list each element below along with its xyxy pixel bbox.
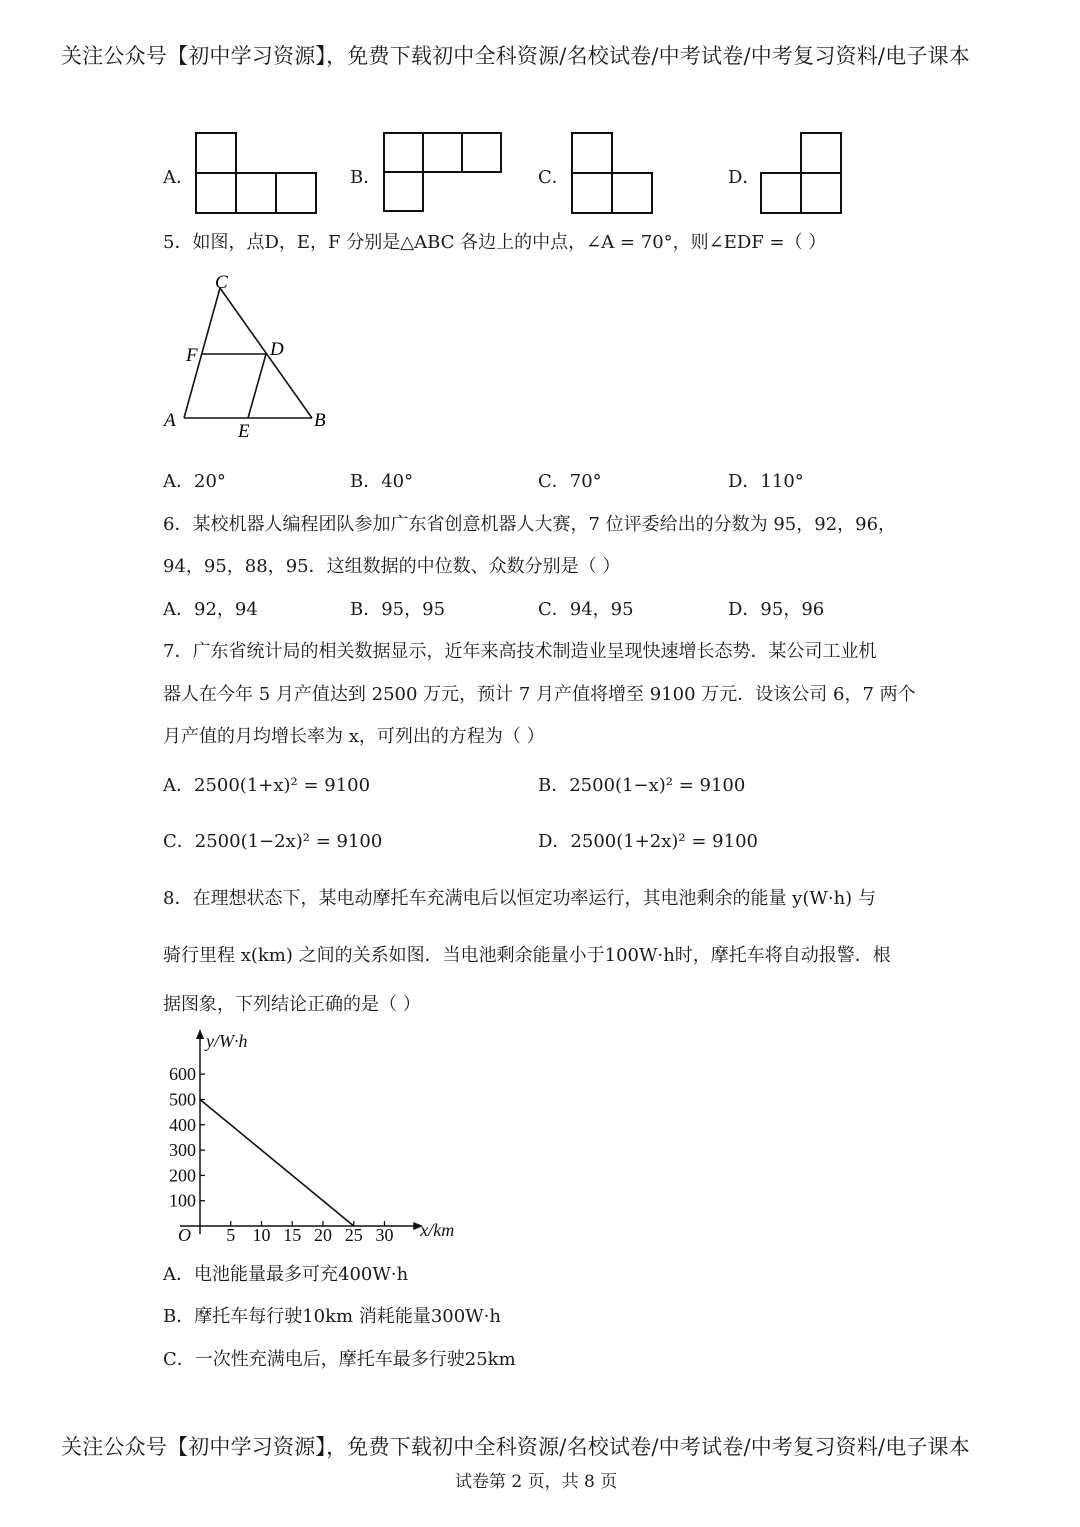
q7-option-d: D．2500(1+2x)² = 9100 bbox=[538, 831, 758, 852]
q7-option-c: C．2500(1−2x)² = 9100 bbox=[163, 831, 383, 852]
q6-option-d: D．95，96 bbox=[728, 599, 825, 620]
y-tick-label: 500 bbox=[169, 1089, 196, 1110]
y-tick-label: 100 bbox=[169, 1190, 196, 1211]
q7-line-1: 7．广东省统计局的相关数据显示，近年来高技术制造业呈现快速增长态势．某公司工业机 bbox=[163, 641, 877, 662]
q7-option-a: A．2500(1+x)² = 9100 bbox=[163, 775, 371, 796]
q6-line-1: 6．某校机器人编程团队参加广东省创意机器人大赛，7 位评委给出的分数为 95，92，96， bbox=[163, 514, 897, 535]
q6-option-b: B．95，95 bbox=[350, 599, 446, 620]
q4-option-c-figure bbox=[570, 131, 656, 215]
footer-banner: 关注公众号【初中学习资源】，免费下载初中全科资源/名校试卷/中考试卷/中考复习资料/电子课本 bbox=[61, 1435, 970, 1459]
x-tick-label: 30 bbox=[375, 1225, 394, 1245]
q8-line-2: 骑行里程 x(km) 之间的关系如图．当电池剩余能量小于100W·h时，摩托车将自动报警．根 bbox=[163, 945, 891, 966]
q6-option-c: C．94，95 bbox=[538, 599, 634, 620]
y-tick-label: 600 bbox=[169, 1064, 196, 1085]
label-e: E bbox=[238, 421, 250, 442]
x-tick-label: 5 bbox=[226, 1225, 236, 1245]
q4-option-b-figure bbox=[382, 131, 506, 215]
q5-option-b: B．40° bbox=[350, 471, 414, 492]
q5-option-c: C．70° bbox=[538, 471, 602, 492]
x-tick-label: 10 bbox=[252, 1225, 271, 1245]
q7-line-3: 月产值的月均增长率为 x，可列出的方程为（ ） bbox=[163, 726, 545, 747]
edge-cb bbox=[220, 288, 312, 418]
q5-option-a: A．20° bbox=[163, 471, 226, 492]
q5-triangle-figure bbox=[160, 268, 340, 444]
x-tick-label: 25 bbox=[344, 1225, 363, 1245]
y-tick-label: 400 bbox=[169, 1114, 196, 1135]
q4-option-a-figure bbox=[194, 131, 320, 215]
q8-line-1: 8．在理想状态下，某电动摩托车充满电后以恒定功率运行，其电池剩余的能量 y(W·h) 与 bbox=[163, 888, 876, 909]
origin-label: O bbox=[178, 1225, 191, 1245]
y-axis-label: y/W·h bbox=[206, 1031, 248, 1051]
q4-option-d-figure bbox=[759, 131, 845, 215]
q7-line-2: 器人在今年 5 月产值达到 2500 万元，预计 7 月产值将增至 9100 万元．设该公司 6，7 两个 bbox=[163, 684, 916, 705]
x-tick-label: 15 bbox=[283, 1225, 302, 1245]
q4-option-d-label: D． bbox=[728, 167, 761, 188]
y-tick-label: 300 bbox=[169, 1140, 196, 1161]
label-a: A bbox=[164, 410, 176, 431]
q6-line-2: 94，95，88，95．这组数据的中位数、众数分别是（ ） bbox=[163, 556, 621, 577]
x-axis-label: x/km bbox=[420, 1220, 455, 1240]
q8-line-3: 据图象，下列结论正确的是（ ） bbox=[163, 994, 421, 1015]
page-number: 试卷第 2 页，共 8 页 bbox=[455, 1472, 618, 1492]
q8-option-b: B．摩托车每行驶10km 消耗能量300W·h bbox=[163, 1306, 501, 1327]
q4-option-c-label: C． bbox=[538, 167, 570, 188]
q5-option-d: D．110° bbox=[728, 471, 804, 492]
q4-option-a-label: A． bbox=[163, 167, 194, 188]
q8-option-a: A．电池能量最多可充400W·h bbox=[163, 1264, 409, 1285]
header-banner: 关注公众号【初中学习资源】，免费下载初中全科资源/名校试卷/中考试卷/中考复习资料/电子课本 bbox=[61, 44, 970, 68]
q4-option-b-label: B． bbox=[350, 167, 382, 188]
q6-option-a: A．92，94 bbox=[163, 599, 258, 620]
q8-energy-chart bbox=[150, 1025, 460, 1245]
label-b: B bbox=[314, 410, 326, 431]
q5-stem: 5．如图，点D，E，F 分别是△ABC 各边上的中点，∠A = 70°，则∠EDF =（ ） bbox=[163, 232, 827, 253]
label-f: F bbox=[186, 345, 198, 366]
label-d: D bbox=[270, 339, 284, 360]
label-c: C bbox=[215, 272, 228, 293]
y-tick-label: 200 bbox=[169, 1165, 196, 1186]
x-tick-label: 20 bbox=[314, 1225, 332, 1245]
q7-option-b: B．2500(1−x)² = 9100 bbox=[538, 775, 746, 796]
y-axis-arrow bbox=[196, 1029, 204, 1039]
q8-option-c: C．一次性充满电后，摩托车最多行驶25km bbox=[163, 1349, 516, 1370]
series-line bbox=[200, 1100, 354, 1227]
segment-de bbox=[248, 354, 266, 418]
